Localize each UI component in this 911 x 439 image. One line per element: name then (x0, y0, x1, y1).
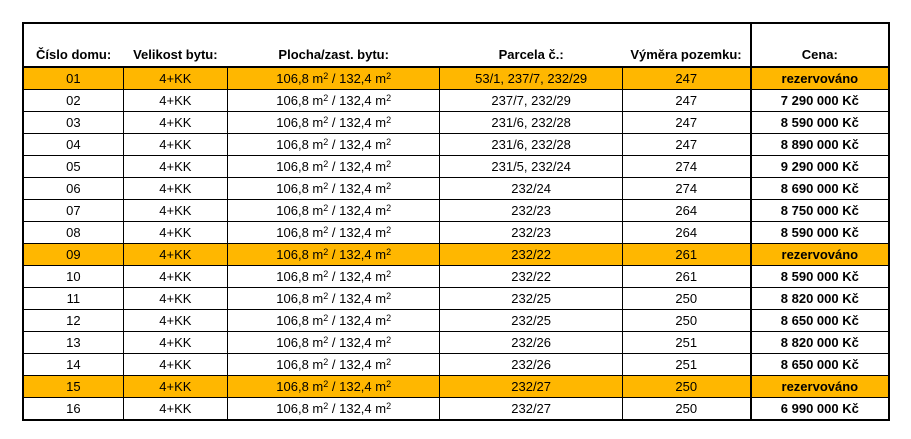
cell-cislo-domu: 03 (23, 112, 123, 134)
cell-cislo-domu: 15 (23, 376, 123, 398)
cell-plocha (227, 288, 439, 310)
table-row (23, 90, 889, 112)
cell-vymera: 274 (622, 178, 750, 200)
plocha-byt: 106,8 m (276, 335, 324, 350)
cell-vymera: 247 (622, 112, 750, 134)
plocha-zast: / 132,4 m (328, 247, 387, 262)
cell-parcela: 232/26 (440, 332, 622, 354)
cell-parcela: 232/22 (440, 266, 622, 288)
cell-cislo-domu: 06 (23, 178, 123, 200)
cell-cislo-domu: 10 (23, 266, 123, 288)
table-row (23, 222, 889, 244)
table-row (23, 398, 889, 421)
cell-plocha (227, 376, 439, 398)
sup-exponent: 2 (323, 291, 329, 301)
plocha-byt: 106,8 m (276, 93, 324, 108)
sup-exponent: 2 (386, 247, 392, 257)
cell-vymera: 250 (622, 376, 750, 398)
plocha-zast: / 132,4 m (328, 137, 387, 152)
cell-vymera: 274 (622, 156, 750, 178)
cell-cena: 9 290 000 Kč (751, 156, 889, 178)
sup-exponent: 2 (386, 225, 392, 235)
cell-plocha (227, 332, 439, 354)
plocha-byt: 106,8 m (276, 137, 324, 152)
cell-cena: 8 820 000 Kč (751, 288, 889, 310)
cell-cena: 8 750 000 Kč (751, 200, 889, 222)
cell-cena: 8 590 000 Kč (751, 112, 889, 134)
cell-vymera: 250 (622, 310, 750, 332)
plocha-zast: / 132,4 m (328, 291, 387, 306)
cell-parcela: 232/24 (440, 178, 622, 200)
cell-plocha (227, 90, 439, 112)
cell-parcela: 232/27 (440, 398, 622, 421)
table-row (23, 67, 889, 90)
sup-exponent: 2 (386, 115, 392, 125)
sup-exponent: 2 (386, 269, 392, 279)
sup-exponent: 2 (323, 313, 329, 323)
plocha-byt: 106,8 m (276, 181, 324, 196)
cell-cena: 8 650 000 Kč (751, 310, 889, 332)
cell-vymera: 247 (622, 134, 750, 156)
plocha-zast: / 132,4 m (328, 401, 387, 416)
cell-velikost-bytu: 4+KK (123, 67, 227, 90)
cell-velikost-bytu: 4+KK (123, 90, 227, 112)
sup-exponent: 2 (323, 203, 329, 213)
cell-vymera: 250 (622, 398, 750, 421)
plocha-byt: 106,8 m (276, 401, 324, 416)
cell-cena: 8 890 000 Kč (751, 134, 889, 156)
table-row (23, 178, 889, 200)
sup-exponent: 2 (323, 181, 329, 191)
cell-parcela: 231/6, 232/28 (440, 134, 622, 156)
plocha-zast: / 132,4 m (328, 335, 387, 350)
sup-exponent: 2 (323, 357, 329, 367)
cell-vymera: 247 (622, 67, 750, 90)
sup-exponent: 2 (323, 93, 329, 103)
cell-cislo-domu: 12 (23, 310, 123, 332)
sup-exponent: 2 (323, 335, 329, 345)
cell-vymera: 261 (622, 266, 750, 288)
plocha-zast: / 132,4 m (328, 225, 387, 240)
cell-cena: rezervováno (751, 244, 889, 266)
cell-velikost-bytu: 4+KK (123, 200, 227, 222)
sup-exponent: 2 (386, 203, 392, 213)
cell-plocha (227, 67, 439, 90)
plocha-zast: / 132,4 m (328, 159, 387, 174)
cell-cislo-domu: 08 (23, 222, 123, 244)
plocha-zast: / 132,4 m (328, 269, 387, 284)
cell-velikost-bytu: 4+KK (123, 178, 227, 200)
table-body (23, 67, 889, 420)
cell-vymera: 264 (622, 222, 750, 244)
cell-parcela: 232/27 (440, 376, 622, 398)
cell-cislo-domu: 07 (23, 200, 123, 222)
cell-plocha (227, 398, 439, 421)
cell-parcela: 232/23 (440, 222, 622, 244)
table-row (23, 354, 889, 376)
plocha-byt: 106,8 m (276, 357, 324, 372)
sup-exponent: 2 (386, 71, 392, 81)
cell-cislo-domu: 01 (23, 67, 123, 90)
sup-exponent: 2 (323, 247, 329, 257)
cell-cena: 8 590 000 Kč (751, 266, 889, 288)
cell-cena: rezervováno (751, 376, 889, 398)
header-vymera: Výměra pozemku: (622, 23, 750, 67)
cell-vymera: 251 (622, 354, 750, 376)
plocha-byt: 106,8 m (276, 225, 324, 240)
header-cislo-domu: Číslo domu: (23, 23, 123, 67)
cell-vymera: 247 (622, 90, 750, 112)
table-row (23, 310, 889, 332)
cell-plocha (227, 222, 439, 244)
sup-exponent: 2 (323, 137, 329, 147)
plocha-byt: 106,8 m (276, 159, 324, 174)
sup-exponent: 2 (323, 71, 329, 81)
cell-plocha (227, 354, 439, 376)
sup-exponent: 2 (323, 225, 329, 235)
table-row (23, 134, 889, 156)
cell-cislo-domu: 14 (23, 354, 123, 376)
sup-exponent: 2 (323, 159, 329, 169)
cell-plocha (227, 178, 439, 200)
table-row (23, 266, 889, 288)
table-row (23, 112, 889, 134)
cell-parcela: 237/7, 232/29 (440, 90, 622, 112)
cell-velikost-bytu: 4+KK (123, 244, 227, 266)
cell-cislo-domu: 09 (23, 244, 123, 266)
cell-cena: 8 690 000 Kč (751, 178, 889, 200)
cell-plocha (227, 156, 439, 178)
cell-velikost-bytu: 4+KK (123, 266, 227, 288)
cell-vymera: 261 (622, 244, 750, 266)
plocha-byt: 106,8 m (276, 291, 324, 306)
sup-exponent: 2 (386, 291, 392, 301)
cell-cena: 8 590 000 Kč (751, 222, 889, 244)
sup-exponent: 2 (323, 115, 329, 125)
cell-velikost-bytu: 4+KK (123, 376, 227, 398)
sup-exponent: 2 (386, 313, 392, 323)
sup-exponent: 2 (323, 379, 329, 389)
cell-plocha (227, 112, 439, 134)
table-row (23, 156, 889, 178)
header-parcela: Parcela č.: (440, 23, 622, 67)
cell-parcela: 232/26 (440, 354, 622, 376)
cell-cislo-domu: 05 (23, 156, 123, 178)
table-row (23, 244, 889, 266)
cell-vymera: 250 (622, 288, 750, 310)
header-row (23, 23, 889, 67)
cell-velikost-bytu: 4+KK (123, 112, 227, 134)
cell-parcela: 53/1, 237/7, 232/29 (440, 67, 622, 90)
cell-plocha (227, 134, 439, 156)
cell-velikost-bytu: 4+KK (123, 156, 227, 178)
sup-exponent: 2 (386, 159, 392, 169)
sup-exponent: 2 (386, 137, 392, 147)
cell-velikost-bytu: 4+KK (123, 288, 227, 310)
cell-parcela: 232/22 (440, 244, 622, 266)
cell-velikost-bytu: 4+KK (123, 310, 227, 332)
plocha-zast: / 132,4 m (328, 313, 387, 328)
cell-cena: 8 820 000 Kč (751, 332, 889, 354)
plocha-byt: 106,8 m (276, 269, 324, 284)
cell-plocha (227, 200, 439, 222)
plocha-zast: / 132,4 m (328, 93, 387, 108)
cell-cena: 8 650 000 Kč (751, 354, 889, 376)
sup-exponent: 2 (323, 401, 329, 411)
sup-exponent: 2 (386, 401, 392, 411)
plocha-zast: / 132,4 m (328, 115, 387, 130)
header-cena: Cena: (751, 23, 889, 67)
cell-cena: 6 990 000 Kč (751, 398, 889, 421)
plocha-byt: 106,8 m (276, 71, 324, 86)
cell-cena: rezervováno (751, 67, 889, 90)
sup-exponent: 2 (386, 379, 392, 389)
sup-exponent: 2 (323, 269, 329, 279)
cell-plocha (227, 310, 439, 332)
cell-vymera: 264 (622, 200, 750, 222)
plocha-zast: / 132,4 m (328, 379, 387, 394)
cell-velikost-bytu: 4+KK (123, 354, 227, 376)
plocha-zast: / 132,4 m (328, 181, 387, 196)
plocha-byt: 106,8 m (276, 247, 324, 262)
cell-cislo-domu: 11 (23, 288, 123, 310)
cell-velikost-bytu: 4+KK (123, 134, 227, 156)
cell-plocha (227, 266, 439, 288)
cell-cislo-domu: 02 (23, 90, 123, 112)
cell-cislo-domu: 04 (23, 134, 123, 156)
plocha-byt: 106,8 m (276, 313, 324, 328)
table-row (23, 288, 889, 310)
cell-parcela: 231/5, 232/24 (440, 156, 622, 178)
cell-cislo-domu: 13 (23, 332, 123, 354)
plocha-byt: 106,8 m (276, 379, 324, 394)
header-velikost-bytu: Velikost bytu: (123, 23, 227, 67)
cell-parcela: 232/25 (440, 310, 622, 332)
cell-cena: 7 290 000 Kč (751, 90, 889, 112)
sup-exponent: 2 (386, 93, 392, 103)
price-list-table (22, 22, 890, 421)
plocha-zast: / 132,4 m (328, 71, 387, 86)
cell-parcela: 231/6, 232/28 (440, 112, 622, 134)
cell-velikost-bytu: 4+KK (123, 398, 227, 421)
plocha-byt: 106,8 m (276, 115, 324, 130)
cell-cislo-domu: 16 (23, 398, 123, 421)
sup-exponent: 2 (386, 357, 392, 367)
plocha-zast: / 132,4 m (328, 357, 387, 372)
plocha-byt: 106,8 m (276, 203, 324, 218)
sup-exponent: 2 (386, 181, 392, 191)
cell-velikost-bytu: 4+KK (123, 222, 227, 244)
table-row (23, 376, 889, 398)
cell-plocha (227, 244, 439, 266)
plocha-zast: / 132,4 m (328, 203, 387, 218)
table-row (23, 332, 889, 354)
cell-velikost-bytu: 4+KK (123, 332, 227, 354)
table-row (23, 200, 889, 222)
header-plocha: Plocha/zast. bytu: (227, 23, 439, 67)
cell-parcela: 232/25 (440, 288, 622, 310)
sup-exponent: 2 (386, 335, 392, 345)
cell-parcela: 232/23 (440, 200, 622, 222)
cell-vymera: 251 (622, 332, 750, 354)
